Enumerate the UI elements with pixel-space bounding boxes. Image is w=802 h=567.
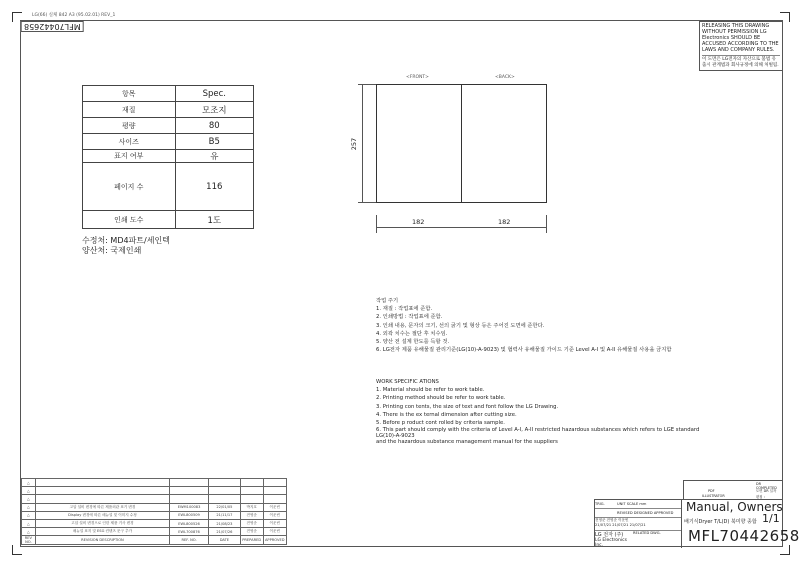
warning-en: RELEASING THIS DRAWING WITHOUT PERMISSION LG Electronics SHOULD BE ACCUSED ACCORDING TO THE LAWS AND COMPANY RULES.	[702, 23, 779, 53]
rev-date: 21/08/23	[208, 519, 240, 527]
note-item: 2. Printing method should be refer to work table.	[376, 395, 506, 402]
rev-ref	[170, 487, 209, 495]
spec-item: 페이지 수	[83, 163, 176, 211]
extension-line	[376, 215, 377, 233]
rev-date	[208, 487, 240, 495]
rev-approved: 이운빈	[263, 528, 286, 536]
dr-completed: DR COMPLETED	[756, 482, 777, 490]
notes-title: WORK SPECIFIC ATIONS	[376, 379, 439, 385]
company-en: LG Electronics Inc.	[595, 538, 627, 548]
note-item: 2. 인쇄방법 : 작업표에 준함.	[376, 314, 443, 321]
document-subtitle: 배기식Dryer T/L(D) 북미향 종합	[684, 519, 757, 525]
notes-title: 작업 주기	[376, 298, 399, 304]
note-item: 4. There is the ex ternal dimension after cutting size.	[376, 411, 517, 418]
rev-ref: EWM100083	[170, 503, 209, 511]
rev-ref	[170, 495, 209, 503]
spec-table	[82, 85, 254, 229]
spec-item: 항목	[83, 86, 176, 102]
col-header: REV NO.	[22, 536, 36, 545]
extension-line	[358, 84, 376, 85]
maker-modifier: 수정처: MD4파트/세인텍	[82, 236, 170, 245]
corner-mark	[12, 545, 22, 555]
note-item: and the hazardous substance management manual for the suppliers	[376, 439, 558, 446]
rev-triangle-icon: △	[22, 503, 36, 511]
rev-desc: 고압 설비 변경으로 인한 제품 기사 변경	[35, 519, 170, 527]
table-row	[22, 503, 287, 511]
rev-approved	[263, 487, 286, 495]
col-header: REF. NO.	[170, 536, 209, 545]
rev-date	[208, 495, 240, 503]
prep-dates: 21/07/21 21/07/21 21/07/21	[595, 523, 646, 527]
fold-line	[461, 85, 462, 202]
spec-item: 인쇄 도수	[83, 211, 176, 229]
table-row	[83, 211, 254, 229]
table-row	[22, 495, 287, 503]
col-header: APPROVED	[263, 536, 286, 545]
maker-producer: 양산처: 국제인쇄	[82, 246, 142, 255]
release-warning	[699, 21, 783, 71]
note-item: 4. 외곽 치수는 절단 후 치수임.	[376, 330, 448, 337]
rev-desc: 고압 설비 변경에 따른 제품외관 표기 변경	[35, 503, 170, 511]
back-width-dimension: 182	[498, 218, 511, 226]
rev-ref	[170, 479, 209, 487]
drawing-number: MFL70442658	[688, 527, 800, 545]
note-item: 1. Material should be refer to work table.	[376, 387, 485, 394]
table-row	[83, 86, 254, 102]
rev-approved	[263, 495, 286, 503]
note-item: 3. Printing con tents, the size of text and font follow the LG Drawing.	[376, 403, 559, 410]
rev-triangle-icon: △	[22, 528, 36, 536]
revised-label: REVISED	[617, 511, 633, 515]
rev-prepared: 전영준	[240, 511, 263, 519]
rev-prepared: 박지호	[240, 503, 263, 511]
spec-value: 80	[175, 118, 253, 134]
unit-value: mm	[639, 502, 647, 506]
work-notes-en	[376, 378, 716, 445]
spec-item: 표지 여부	[83, 150, 176, 163]
rev-desc	[35, 487, 170, 495]
rev-desc: Display 변경에 따른 매뉴얼 및 이미지 수정	[35, 511, 170, 519]
height-dimension-line	[362, 84, 363, 203]
spec-value: 유	[175, 150, 253, 163]
rev-prepared: 전영준	[240, 528, 263, 536]
template-note: LG(66) 실체 842 A3 (95.02.01) REV_1	[32, 13, 116, 18]
doc-number-rotated: MFL70442658	[21, 21, 84, 32]
work-notes-kr	[376, 297, 672, 354]
table-row	[22, 487, 287, 495]
rev-approved	[263, 479, 286, 487]
note-item: 5. Before p roduct cont rolled by criteria sample.	[376, 420, 505, 427]
rev-date	[208, 479, 240, 487]
revision-header-row	[22, 536, 287, 545]
rev-date: 21/07/26	[208, 528, 240, 536]
related-dwg-label: RELATED DWG.	[633, 531, 661, 535]
illustrator-label: ILLUSTRATOR	[702, 494, 725, 498]
document-title: Manual, Owners	[686, 500, 783, 514]
spec-item: 평량	[83, 118, 176, 134]
table-row	[83, 163, 254, 211]
spec-value: Spec.	[175, 86, 253, 102]
rev-triangle-icon: △	[22, 495, 36, 503]
table-row	[22, 479, 287, 487]
rev-prepared	[240, 495, 263, 503]
approved-label: APPROVED	[653, 511, 674, 515]
col-header: PREPARED	[240, 536, 263, 545]
maker-info	[82, 236, 170, 256]
table-row	[83, 102, 254, 118]
prep-names: 전영준 전영준 이운빈	[595, 518, 629, 522]
rev-ref: EWL800526	[170, 519, 209, 527]
spec-item: 재질	[83, 102, 176, 118]
back-label: <BACK>	[495, 75, 515, 80]
spec-item: 사이즈	[83, 134, 176, 150]
note-item: 5. 양산 전 설계 한도를 득할 것.	[376, 339, 450, 346]
front-label: <FRONT>	[406, 75, 429, 80]
note-item: 6. This part should comply with the criteria of Level A-I, A-II restricted hazardous substances which refers to LGE standard LG(10)-A-9023	[376, 427, 700, 440]
approval-box	[683, 480, 783, 499]
rev-prepared: 전영준	[240, 519, 263, 527]
rev-triangle-icon: △	[22, 479, 36, 487]
table-row	[22, 528, 287, 536]
front-width-dimension: 182	[412, 218, 425, 226]
note-item: 3. 인쇄 내용, 문자의 크기, 선의 굵기 및 형상 등은 주어진 도면에 준한다.	[376, 322, 545, 329]
table-row	[22, 511, 287, 519]
designed-label: DESIGNED	[633, 511, 653, 515]
rev-triangle-icon: △	[22, 519, 36, 527]
table-row	[22, 519, 287, 527]
booklet-outline	[376, 84, 547, 203]
rev-approved: 이운빈	[263, 519, 286, 527]
width-dimension-line	[376, 227, 547, 228]
dr-date: 도면 DR 일자	[756, 489, 777, 493]
spec-value: 모조지	[175, 102, 253, 118]
rev-date: 21/11/17	[208, 511, 240, 519]
rev-triangle-icon: △	[22, 511, 36, 519]
rev-ref: EWL800509	[170, 511, 209, 519]
rev-date: 22/01/05	[208, 503, 240, 511]
rev-desc: 매뉴얼 표지 및 ESG 컨텐츠 문구 추가	[35, 528, 170, 536]
extension-line	[546, 215, 547, 233]
title-block-left	[595, 500, 682, 548]
unit-label: UNIT SCALE	[617, 502, 639, 506]
pdf-label: PDF	[708, 489, 715, 493]
rev-prepared	[240, 487, 263, 495]
rev-approved: 이운빈	[263, 503, 286, 511]
rev-prepared	[240, 479, 263, 487]
table-row	[83, 134, 254, 150]
spec-value: 116	[175, 163, 253, 211]
rev-triangle-icon: △	[22, 487, 36, 495]
revision-table	[21, 478, 287, 545]
warning-kr: 이 도면은 LG전자의 자산으로 불법 유출시 관계법과 회사규정에 의해 처벌됨.	[702, 57, 779, 68]
spec-value: 1도	[175, 211, 253, 229]
table-row	[83, 150, 254, 163]
page-number: 1/1	[762, 512, 780, 525]
extension-line	[358, 202, 376, 203]
rev-approved: 이운빈	[263, 511, 286, 519]
col-header: REVISION DESCRIPTION	[35, 536, 170, 545]
col-header: DATE	[208, 536, 240, 545]
rev-desc	[35, 479, 170, 487]
trig-label: TRIG.	[595, 502, 605, 506]
edit-label: 편집 :	[756, 495, 765, 499]
height-dimension: 257	[350, 137, 359, 151]
note-item: 1. 재질 : 작업표에 준함.	[376, 306, 433, 313]
table-row	[83, 118, 254, 134]
rev-desc	[35, 495, 170, 503]
note-item: 6. LG전자 제품 유해물질 관리기준(LG(10)-A-9023) 및 협력사 유해물질 가이드 기준 Level A-I 및 A-II 유해물질 사용을 금지함	[376, 347, 672, 354]
spec-value: B5	[175, 134, 253, 150]
rev-ref: EWL700876	[170, 528, 209, 536]
company-kr: LG 전자 (주)	[595, 532, 624, 538]
